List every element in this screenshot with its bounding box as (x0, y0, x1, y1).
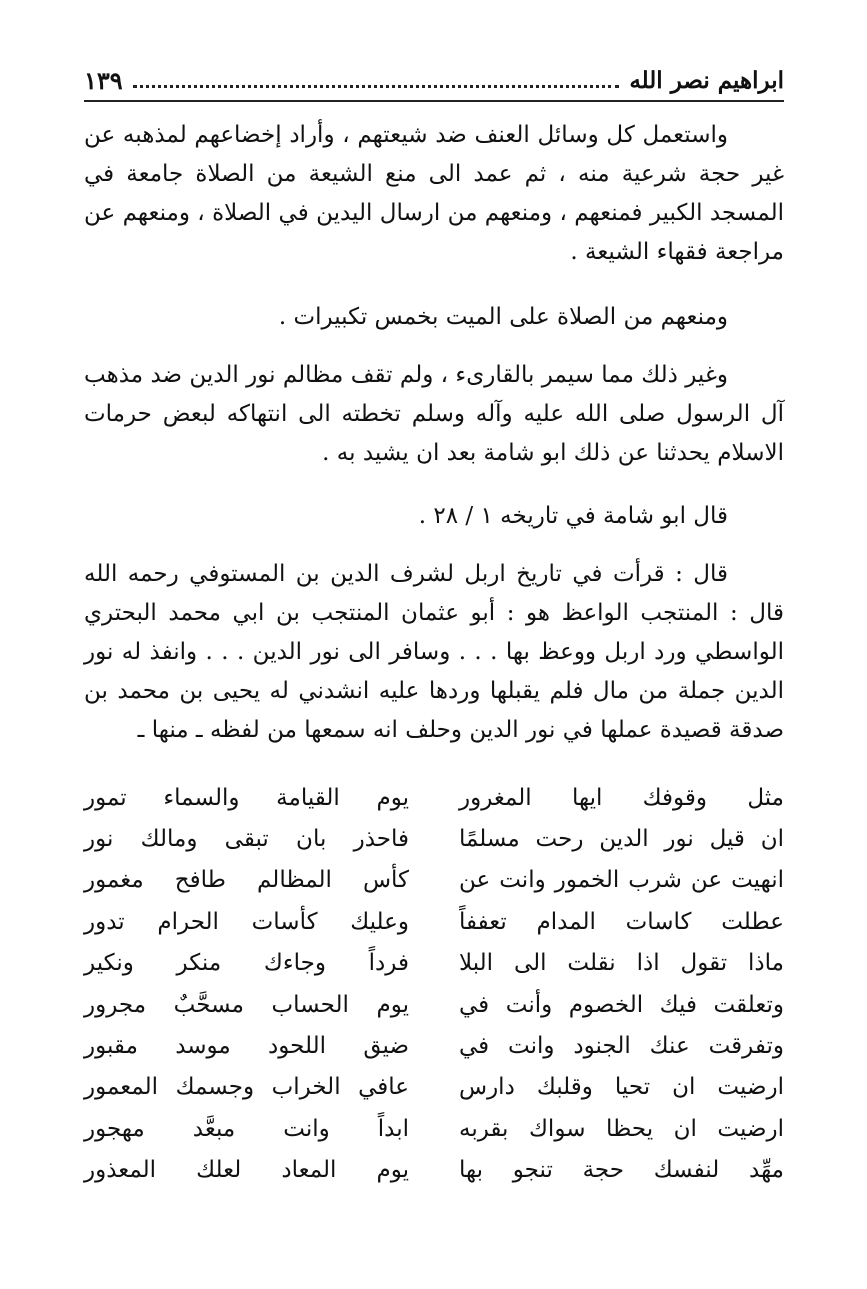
second-hemistich: فاحذر بان تبقى ومالك نور (84, 826, 409, 853)
second-hemistich: يوم القيامة والسماء تمور (84, 784, 409, 811)
poem-verse (84, 860, 784, 901)
first-hemistich: ارضيت ان يحظا سواك بقربه (459, 1115, 784, 1142)
second-hemistich: وعليك كأسات الحرام تدور (84, 908, 409, 935)
paragraph-text: واستعمل كل وسائل العنف ضد شيعتهم ، وأراد إخضاعهم لمذهبه عن غير حجة شرعية منه ، ثم عمد الى منع الشيعة من الصلاة جامعة في المسجد الكبير فمنعهم ، ومنعهم من ارسال اليدين في الصلاة ، ومنعهم عن مراجعة فقهاء الشيعة . (84, 122, 784, 265)
poem (84, 777, 784, 1191)
second-hemistich: كأس المظالم طافح مغمور (84, 867, 409, 894)
first-hemistich: مثل وقوفك ايها المغرور (459, 784, 784, 811)
second-hemistich: يوم المعاد لعلك المعذور (84, 1157, 409, 1184)
poem-verse (84, 943, 784, 984)
paragraph-text: ومنعهم من الصلاة على الميت بخمس تكبيرات . (278, 304, 728, 330)
header-divider (84, 100, 784, 102)
poem-verse (84, 1067, 784, 1108)
second-hemistich: عافي الخراب وجسمك المعمور (84, 1074, 409, 1101)
second-hemistich: ضيق اللحود موسد مقبور (84, 1033, 409, 1060)
author-name: ابراهيم نصر الله (629, 66, 784, 94)
first-hemistich: وتعلقت فيك الخصوم وأنت في (459, 991, 784, 1018)
poem-verse (84, 901, 784, 942)
first-hemistich: عطلت كاسات المدام تعففاً (459, 908, 784, 935)
second-hemistich: يوم الحساب مسحَّبٌ مجرور (84, 991, 409, 1018)
first-hemistich: انهيت عن شرب الخمور وانت عن (459, 867, 784, 894)
poem-verse (84, 984, 784, 1025)
second-hemistich: فرداً وجاءك منكر ونكير (84, 950, 409, 977)
paragraph (84, 116, 784, 272)
page-number: ١٣٩ (84, 65, 123, 95)
first-hemistich: مهِّد لنفسك حجة تنجو بها (459, 1157, 784, 1184)
paragraph (84, 298, 784, 337)
poem-verse (84, 777, 784, 818)
running-header (84, 62, 784, 98)
paragraph (84, 555, 784, 750)
leader-dots (133, 85, 620, 88)
poem-verse (84, 1150, 784, 1191)
paragraph-text: قال : قرأت في تاريخ اربل لشرف الدين بن المستوفي رحمه الله قال : المنتجب الواعظ هو : أبو عثمان المنتجب بن ابي محمد البحتري الواسطي ورد اربل ووعظ بها . . . وسافر الى نور الدين . . . وانفذ له نور الدين جملة من مال فلم يقبلها وردها عليه انشدني له يحيى بن محمد بن صدقة قصيدة عملها في نور الدين وحلف انه سمعها من لفظه ـ منها ـ (84, 561, 784, 743)
poem-verse (84, 1108, 784, 1149)
poem-verse (84, 818, 784, 859)
first-hemistich: ارضيت ان تحيا وقلبك دارس (459, 1074, 784, 1101)
poem-verse (84, 1025, 784, 1066)
paragraph-text: وغير ذلك مما سيمر بالقارىء ، ولم تقف مظالم نور الدين ضد مذهب آل الرسول صلى الله عليه وآله وسلم تخطته الى انتهاكه لبعض حرمات الاسلام يحدثنا عن ذلك ابو شامة بعد ان يشيد به . (84, 362, 784, 466)
first-hemistich: وتفرقت عنك الجنود وانت في (459, 1033, 784, 1060)
first-hemistich: ان قيل نور الدين رحت مسلمًا (459, 826, 784, 853)
citation-line: قال ابو شامة في تاريخه ١ / ٢٨ . (418, 503, 728, 529)
paragraph (84, 497, 784, 536)
second-hemistich: ابداً وانت مبعَّد مهجور (84, 1115, 409, 1142)
paragraph (84, 356, 784, 473)
first-hemistich: ماذا تقول اذا نقلت الى البلا (459, 950, 784, 977)
